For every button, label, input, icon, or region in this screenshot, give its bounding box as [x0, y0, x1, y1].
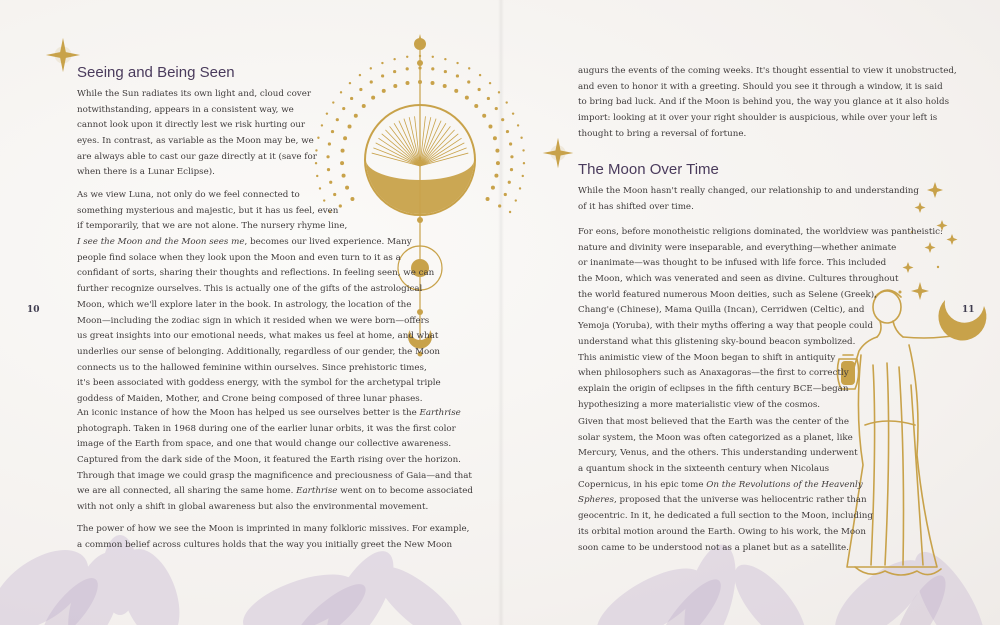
text-line: when philosophers such as Anaxagoras—the first to correctly: [578, 368, 849, 379]
text-line: Mercury, Venus, and the others. This understanding underwent: [578, 448, 858, 459]
text-line: solar system, the Moon was often categorized as a planet, like: [578, 432, 853, 443]
page-number-left: 10: [27, 305, 40, 315]
text-line: Spheres, proposed that the universe was heliocentric rather than: [578, 495, 867, 506]
text-line: a common belief across cultures holds that the way you initially greet the New Moon: [77, 539, 453, 550]
text-line: While the Sun radiates its own light and, cloud cover: [77, 89, 312, 99]
text-line: and even to honor it with a greeting. Should you see it through a window, it is said: [578, 81, 943, 92]
sparkle-icon: [541, 136, 575, 170]
paragraph: [578, 64, 957, 142]
text-line: Given that most believed that the Earth was the center of the: [578, 417, 850, 427]
text-line: augurs the events of the coming weeks. It's thought essential to view it unobstructed,: [578, 66, 957, 76]
paragraph: [578, 184, 919, 215]
text-line: While the Moon hasn't really changed, our relationship to and understanding: [578, 186, 919, 196]
text-line: are always able to cast our gaze directly at it (save for: [77, 151, 317, 162]
text-line: the Moon, which was venerated and seen as divine. Cultures throughout: [578, 274, 899, 285]
text-line: Moon—including the zodiac sign in which it resided when we were born—offers: [77, 315, 430, 326]
paragraph: [578, 415, 873, 556]
text-line: import: looking at it over your right shoulder is auspicious, while over your left is: [578, 113, 938, 124]
text-line: image of the Earth from space, and one that would change our collective awareness.: [77, 439, 452, 450]
text-line: goddess of Maiden, Mother, and Crone being composed of three lunar phases.: [77, 393, 423, 404]
text-line: or inanimate—was thought to be infused with life force. This included: [578, 258, 887, 269]
text-line: a quantum shock in the sixteenth century when Nicolaus: [578, 464, 830, 475]
text-line: if temporarily, that we are not alone. The nursery rhyme line,: [77, 221, 348, 232]
text-line: we are all connected, all sharing the same home. Earthrise went on to become associated: [77, 486, 473, 497]
text-line: Chang'e (Chinese), Mama Quilla (Incan), Cerridwen (Celtic), and: [578, 305, 865, 316]
text-line: when there is a Lunar Eclipse).: [77, 167, 215, 178]
text-line: of it has shifted over time.: [578, 201, 694, 212]
text-line: the world featured numerous Moon deities, such as Selene (Greek),: [578, 289, 877, 300]
paragraph: [77, 87, 317, 181]
text-line: it's been associated with goddess energy, with the symbol for the archetypal triple: [77, 378, 441, 389]
paragraph: [77, 522, 469, 553]
section-heading: Seeing and Being Seen: [77, 64, 235, 81]
paragraph: [77, 406, 473, 516]
text-line: I see the Moon and the Moon sees me, becomes our lived experience. Many: [77, 237, 412, 248]
text-line: As we view Luna, not only do we feel connected to: [77, 190, 300, 200]
text-line: underlies our sense of belonging. Additionally, regardless of our gender, the Moon: [77, 346, 441, 357]
text-line: This animistic view of the Moon began to shift in antiquity: [578, 352, 836, 363]
text-line: understand what this glistening sky-bound beacon symbolized.: [578, 336, 856, 347]
text-line: thought to bring a reversal of fortune.: [578, 128, 747, 139]
paragraph: [578, 225, 943, 413]
text-line: Copernicus, in his epic tome On the Revolutions of the Heavenly: [578, 479, 863, 490]
text-line: explain the origin of eclipses in the fifth century BCE—began: [578, 383, 849, 394]
text-line: us great insights into our emotional needs, what makes us feel at home, and what: [77, 331, 439, 342]
text-line: Captured from the dark side of the Moon, it featured the Earth rising over the horizon.: [77, 455, 461, 466]
text-line: further recognize ourselves. This is actually one of the gifts of the astrological: [77, 284, 423, 295]
text-line: soon came to be understood not as a planet but as a satellite.: [578, 542, 849, 553]
text-line: notwithstanding, appears in a consistent way, we: [77, 104, 294, 115]
paragraph: [77, 188, 441, 408]
text-line: to bring bad luck. And if the Moon is behind you, the way you glance at it also holds: [578, 97, 950, 108]
text-line: something mysterious and majestic, but it has us feel, even: [77, 205, 339, 216]
text-line: confidant of sorts, sharing their thoughts and reflections. In feeling seen, we can: [77, 268, 435, 279]
text-line: connects us to the hallowed feminine within ourselves. Since prehistoric times,: [77, 362, 427, 373]
page-number-right: 11: [962, 305, 975, 315]
text-line: cannot look upon it directly lest we risk hurting our: [77, 120, 306, 131]
text-line: An iconic instance of how the Moon has helped us see ourselves better is the Earthrise: [77, 408, 461, 418]
text-line: its orbital motion around the Earth. Owing to his work, the Moon: [578, 526, 866, 537]
text-line: hypothesizing a more materialistic view of the cosmos.: [578, 399, 821, 410]
text-line: Yemoja (Yoruba), with their myths offering a way that people could: [578, 321, 873, 332]
section-heading: The Moon Over Time: [578, 161, 719, 178]
text-line: Through that image we could grasp the magnificence and preciousness of Gaia—and that: [77, 470, 472, 481]
text-line: Moon, which we'll explore later in the book. In astrology, the location of the: [77, 299, 412, 310]
text-line: with not only a shift in global awareness but also the environmental movement.: [77, 502, 429, 513]
text-line: For eons, before monotheistic religions dominated, the worldview was pantheistic:: [578, 227, 943, 237]
text-line: geocentric. In it, he dedicated a full section to the Moon, including: [578, 511, 873, 522]
text-line: nature and divinity were inseparable, and everything—whether animate: [578, 242, 897, 253]
text-line: photograph. Taken in 1968 during one of the earlier lunar orbits, it was the first color: [77, 423, 456, 434]
text-line: The power of how we see the Moon is imprinted in many folkloric missives. For example,: [77, 524, 470, 534]
text-line: people find solace when they look upon the Moon and even turn to it as a: [77, 252, 401, 263]
text-line: eyes. In contrast, as variable as the Moon may be, we: [77, 136, 314, 147]
